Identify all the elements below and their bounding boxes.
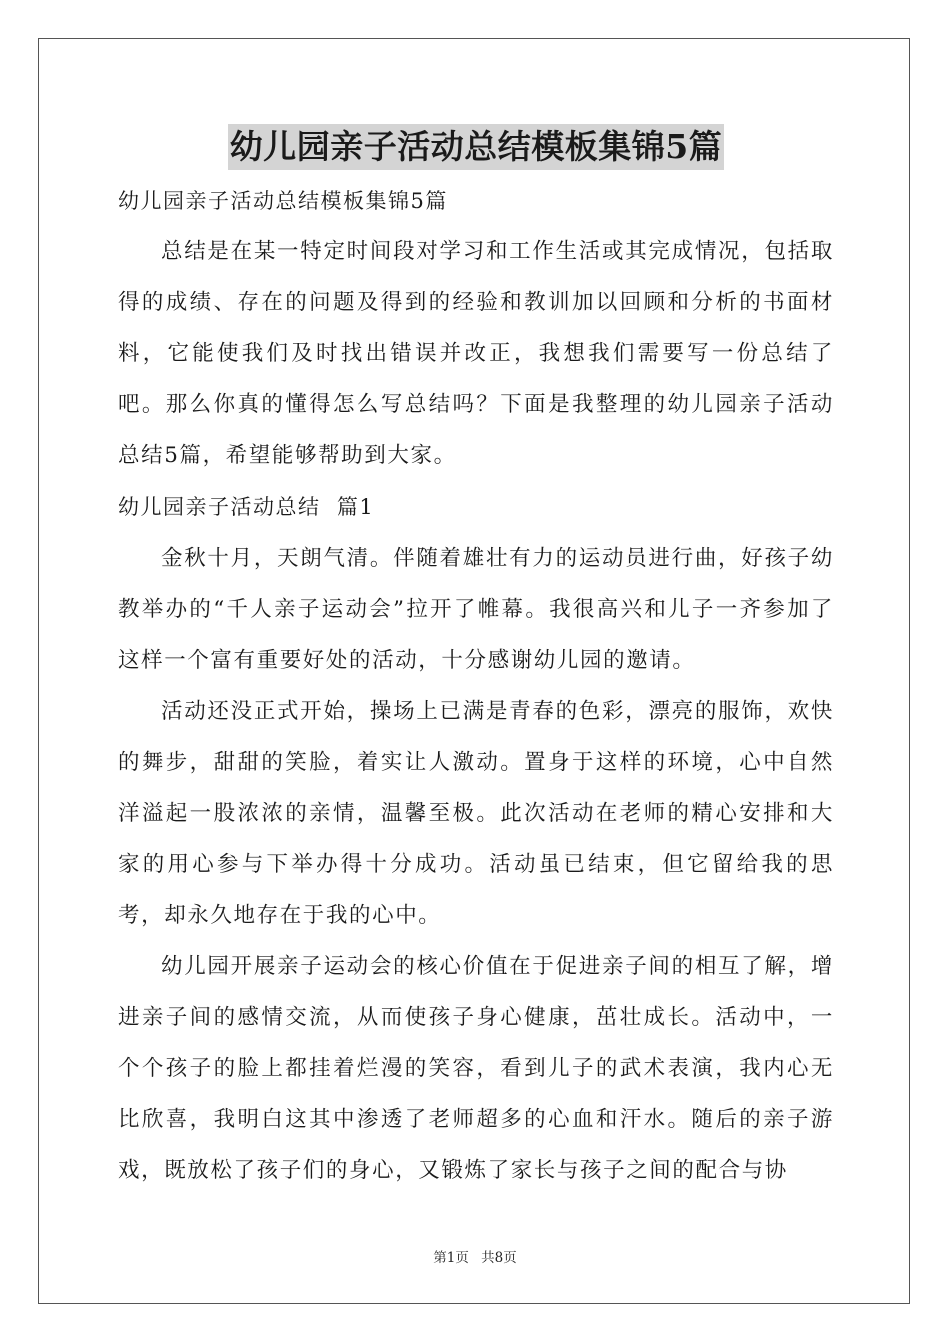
body-paragraph: 幼儿园开展亲子运动会的核心价值在于促进亲子间的相互了解，增进亲子间的感情交流，从而使孩子身心健康，茁壮成长。活动中，一个个孩子的脸上都挂着烂漫的笑容，看到儿子的武术表演，我内心无比欣喜，我明白这其中渗透了老师超多的心血和汗水。随后的亲子游戏，既放松了孩子们的身心，又锻炼了家长与孩子之间的配合与协 (118, 954, 834, 1183)
intro-paragraph: 总结是在某一特定时间段对学习和工作生活或其完成情况，包括取得的成绩、存在的问题及得到的经验和教训加以回顾和分析的书面材料，它能使我们及时找出错误并改正，我想我们需要写一份总结了吧。那么你真的懂得怎么写总结吗？下面是我整理的幼儿园亲子活动总结5篇，希望能够帮助到大家。 (118, 239, 834, 468)
title-wrap (118, 124, 834, 172)
document-title: 幼儿园亲子活动总结模板集锦5篇 (228, 124, 724, 170)
section-heading: 幼儿园亲子活动总结 篇1 (118, 495, 375, 519)
document-body (118, 124, 834, 1196)
page-total: 共8页 (481, 1250, 517, 1266)
body-paragraph: 活动还没正式开始，操场上已满是青春的色彩，漂亮的服饰，欢快的舞步，甜甜的笑脸，着实让人激动。置身于这样的环境，心中自然洋溢起一股浓浓的亲情，温馨至极。此次活动在老师的精心安排和大家的用心参与下举办得十分成功。活动虽已结束，但它留给我的思考，却永久地存在于我的心中。 (118, 699, 834, 928)
page-footer (0, 1246, 950, 1266)
document-subtitle: 幼儿园亲子活动总结模板集锦5篇 (118, 189, 448, 213)
body-paragraph: 金秋十月，天朗气清。伴随着雄壮有力的运动员进行曲，好孩子幼教举办的“千人亲子运动会”拉开了帷幕。我很高兴和儿子一齐参加了这样一个富有重要好处的活动，十分感谢幼儿园的邀请。 (118, 546, 834, 673)
page-number: 第1页 (433, 1250, 469, 1266)
